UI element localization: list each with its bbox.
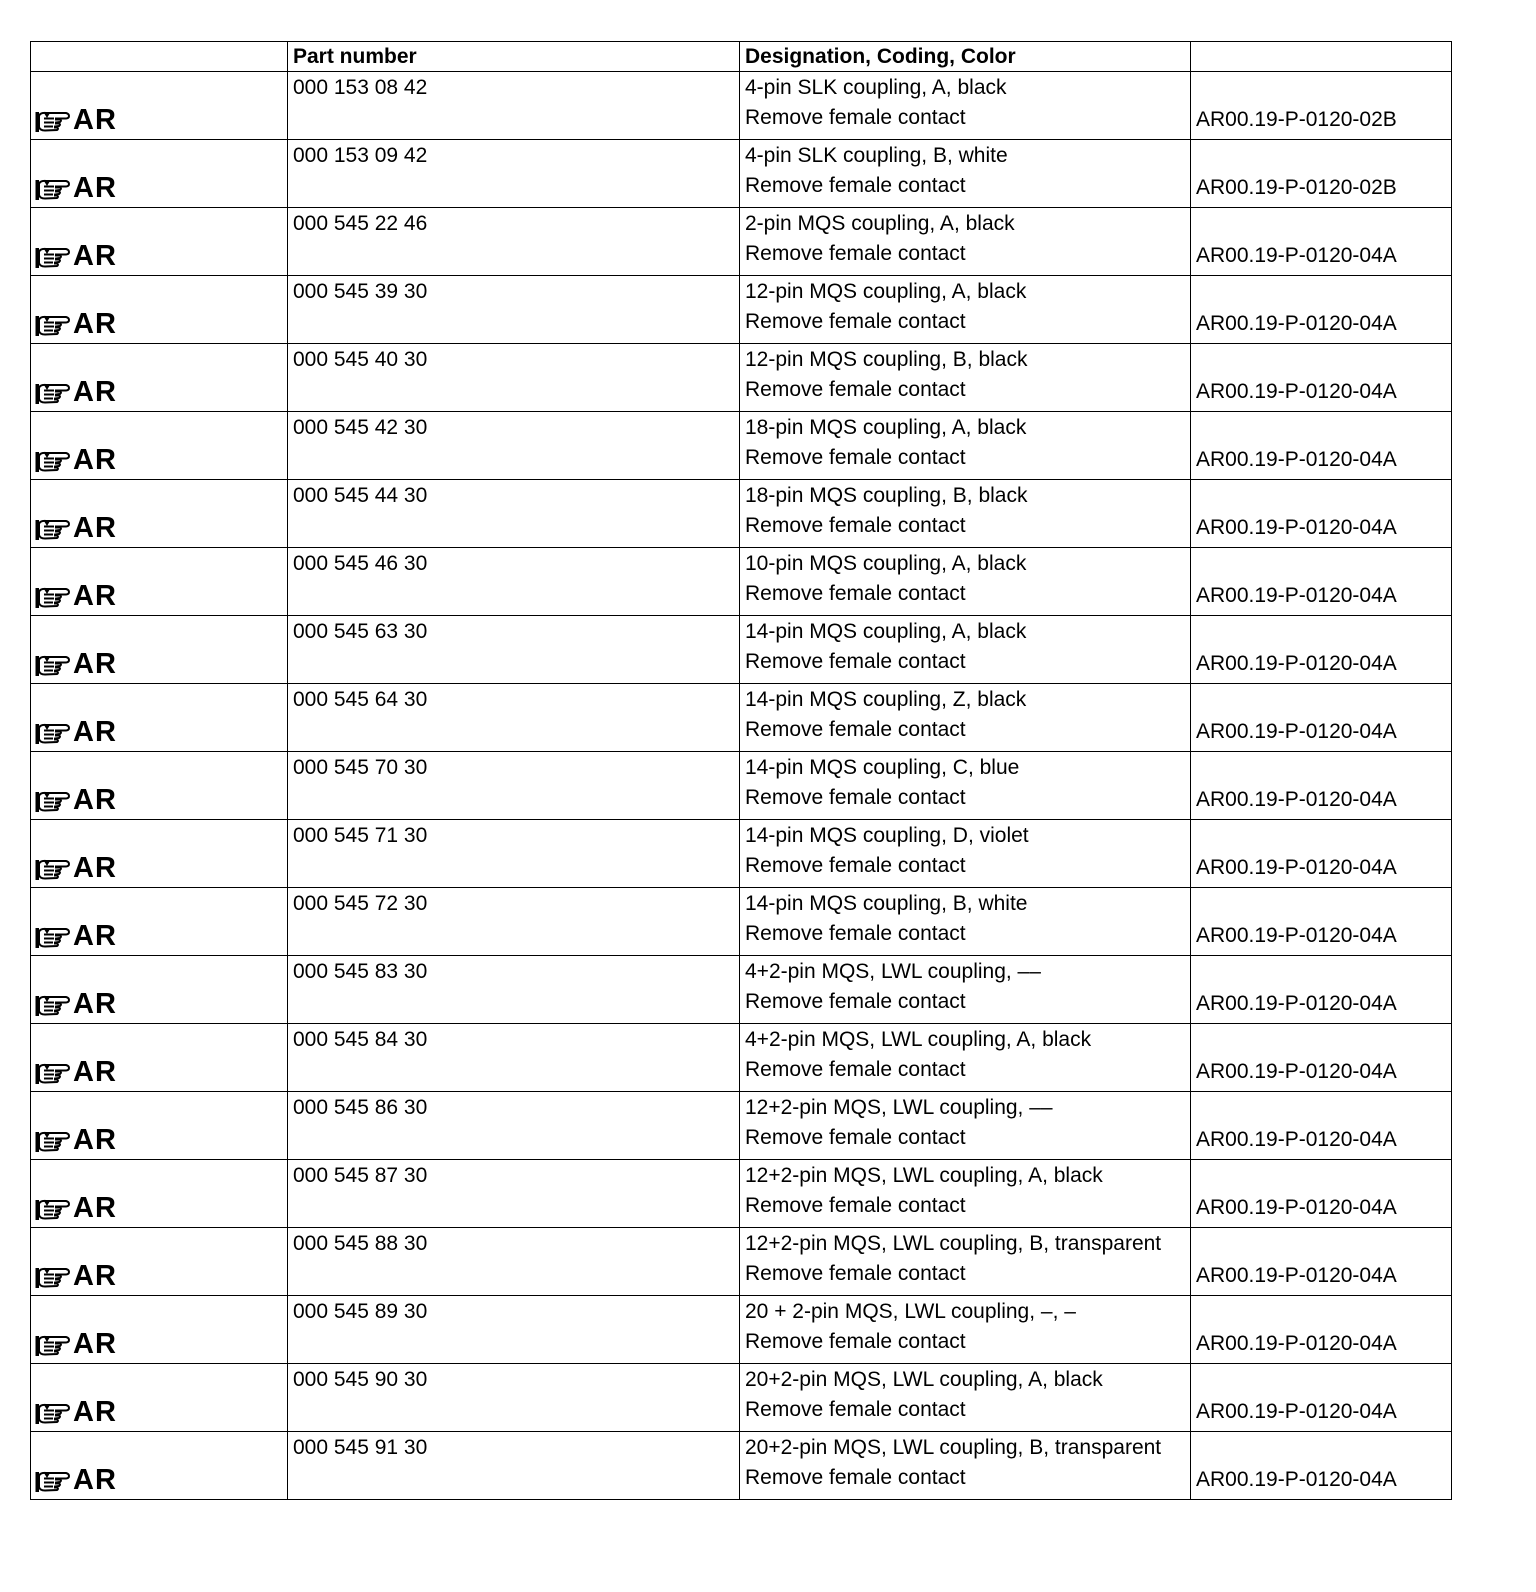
ar-label: AR: [73, 716, 117, 748]
reference-code: AR00.19-P-0120-04A: [1196, 652, 1397, 675]
designation-cell: [740, 480, 1191, 548]
designation-text: 12+2-pin MQS, LWL coupling, A, black: [745, 1164, 1103, 1187]
designation-text: 4-pin SLK coupling, A, black: [745, 76, 1007, 99]
reference-code: AR00.19-P-0120-04A: [1196, 1468, 1397, 1491]
designation-text: 20+2-pin MQS, LWL coupling, A, black: [745, 1368, 1103, 1391]
ar-cell: [31, 1024, 288, 1092]
pointing-hand-icon: [35, 177, 71, 203]
part-number: 000 545 44 30: [293, 484, 428, 507]
reference-code: AR00.19-P-0120-04A: [1196, 1400, 1397, 1423]
table-row: [31, 1160, 1452, 1228]
designation-text: 14-pin MQS coupling, Z, black: [745, 688, 1027, 711]
ar-cell: [31, 208, 288, 276]
reference-code: AR00.19-P-0120-04A: [1196, 924, 1397, 947]
designation-text: 14-pin MQS coupling, A, black: [745, 620, 1027, 643]
part-number: 000 545 63 30: [293, 620, 428, 643]
ar-label: AR: [73, 580, 117, 612]
reference-code: AR00.19-P-0120-04A: [1196, 380, 1397, 403]
ar-cell: [31, 1092, 288, 1160]
ar-cell: [31, 72, 288, 140]
ar-link[interactable]: [35, 717, 117, 747]
part-number-cell: [288, 1160, 740, 1228]
pointing-hand-icon: [35, 653, 71, 679]
designation-cell: [740, 684, 1191, 752]
designation-text: 4-pin SLK coupling, B, white: [745, 144, 1008, 167]
part-number-cell: [288, 956, 740, 1024]
table-row: [31, 820, 1452, 888]
designation-cell: [740, 1228, 1191, 1296]
designation-cell: [740, 820, 1191, 888]
ar-label: AR: [73, 648, 117, 680]
designation-text: 14-pin MQS coupling, B, white: [745, 892, 1028, 915]
ar-cell: [31, 344, 288, 412]
pointing-hand-icon: [35, 925, 71, 951]
designation-text: 12-pin MQS coupling, B, black: [745, 348, 1028, 371]
designation-cell: [740, 548, 1191, 616]
reference-cell: [1191, 752, 1452, 820]
part-number-cell: [288, 72, 740, 140]
part-number: 000 545 90 30: [293, 1368, 428, 1391]
part-number: 000 545 42 30: [293, 416, 428, 439]
designation-cell: [740, 72, 1191, 140]
designation-cell: [740, 1296, 1191, 1364]
ar-link[interactable]: [35, 921, 117, 951]
part-number-cell: [288, 412, 740, 480]
designation-text: 18-pin MQS coupling, A, black: [745, 416, 1027, 439]
ar-cell: [31, 276, 288, 344]
ar-label: AR: [73, 240, 117, 272]
ar-cell: [31, 412, 288, 480]
ar-label: AR: [73, 1192, 117, 1224]
part-number-cell: [288, 888, 740, 956]
pointing-hand-icon: [35, 1129, 71, 1155]
part-number: 000 545 91 30: [293, 1436, 428, 1459]
header-part-number: Part number: [288, 42, 740, 72]
action-text: Remove female contact: [745, 1262, 966, 1285]
part-number-cell: [288, 548, 740, 616]
ar-label: AR: [73, 1464, 117, 1496]
ar-label: AR: [73, 920, 117, 952]
pointing-hand-icon: [35, 313, 71, 339]
reference-code: AR00.19-P-0120-04A: [1196, 1128, 1397, 1151]
reference-code: AR00.19-P-0120-04A: [1196, 1264, 1397, 1287]
reference-cell: [1191, 1296, 1452, 1364]
ar-label: AR: [73, 1396, 117, 1428]
part-number-cell: [288, 1092, 740, 1160]
action-text: Remove female contact: [745, 718, 966, 741]
part-number-cell: [288, 616, 740, 684]
ar-link[interactable]: [35, 377, 117, 407]
pointing-hand-icon: [35, 857, 71, 883]
pointing-hand-icon: [35, 381, 71, 407]
part-number: 000 545 89 30: [293, 1300, 428, 1323]
ar-label: AR: [73, 172, 117, 204]
ar-label: AR: [73, 1260, 117, 1292]
designation-cell: [740, 344, 1191, 412]
table-row: [31, 1228, 1452, 1296]
designation-text: 4+2-pin MQS, LWL coupling, ––: [745, 960, 1041, 983]
ar-link[interactable]: [35, 1397, 117, 1427]
designation-cell: [740, 1432, 1191, 1500]
part-number-cell: [288, 140, 740, 208]
reference-code: AR00.19-P-0120-04A: [1196, 720, 1397, 743]
ar-label: AR: [73, 376, 117, 408]
ar-link[interactable]: [35, 1125, 117, 1155]
ar-link[interactable]: [35, 785, 117, 815]
pointing-hand-icon: [35, 109, 71, 135]
action-text: Remove female contact: [745, 378, 966, 401]
table-row: [31, 208, 1452, 276]
ar-label: AR: [73, 988, 117, 1020]
action-text: Remove female contact: [745, 1466, 966, 1489]
designation-text: 14-pin MQS coupling, D, violet: [745, 824, 1029, 847]
reference-cell: [1191, 412, 1452, 480]
header-reference-cell: [1191, 42, 1452, 72]
action-text: Remove female contact: [745, 1330, 966, 1353]
ar-cell: [31, 1432, 288, 1500]
ar-cell: [31, 480, 288, 548]
pointing-hand-icon: [35, 1197, 71, 1223]
reference-code: AR00.19-P-0120-04A: [1196, 584, 1397, 607]
part-number-cell: [288, 1432, 740, 1500]
designation-text: 10-pin MQS coupling, A, black: [745, 552, 1027, 575]
ar-cell: [31, 548, 288, 616]
ar-cell: [31, 1364, 288, 1432]
ar-label: AR: [73, 512, 117, 544]
action-text: Remove female contact: [745, 1194, 966, 1217]
part-number: 000 545 87 30: [293, 1164, 428, 1187]
designation-cell: [740, 956, 1191, 1024]
reference-cell: [1191, 480, 1452, 548]
reference-code: AR00.19-P-0120-04A: [1196, 516, 1397, 539]
action-text: Remove female contact: [745, 1058, 966, 1081]
pointing-hand-icon: [35, 1265, 71, 1291]
part-number: 000 545 22 46: [293, 212, 428, 235]
ar-label: AR: [73, 104, 117, 136]
action-text: Remove female contact: [745, 310, 966, 333]
table-row: [31, 276, 1452, 344]
part-number-cell: [288, 1296, 740, 1364]
reference-cell: [1191, 888, 1452, 956]
part-number-cell: [288, 684, 740, 752]
reference-code: AR00.19-P-0120-04A: [1196, 788, 1397, 811]
ar-label: AR: [73, 308, 117, 340]
reference-cell: [1191, 548, 1452, 616]
action-text: Remove female contact: [745, 106, 966, 129]
designation-text: 14-pin MQS coupling, C, blue: [745, 756, 1020, 779]
part-number: 000 153 09 42: [293, 144, 428, 167]
part-number: 000 153 08 42: [293, 76, 428, 99]
ar-link[interactable]: [35, 105, 117, 135]
reference-code: AR00.19-P-0120-02B: [1196, 176, 1397, 199]
designation-cell: [740, 140, 1191, 208]
reference-code: AR00.19-P-0120-04A: [1196, 992, 1397, 1015]
table-row: [31, 344, 1452, 412]
ar-cell: [31, 888, 288, 956]
table-row: [31, 684, 1452, 752]
reference-code: AR00.19-P-0120-04A: [1196, 856, 1397, 879]
ar-cell: [31, 684, 288, 752]
pointing-hand-icon: [35, 1469, 71, 1495]
reference-cell: [1191, 684, 1452, 752]
part-number: 000 545 64 30: [293, 688, 428, 711]
pointing-hand-icon: [35, 517, 71, 543]
reference-cell: [1191, 820, 1452, 888]
reference-code: AR00.19-P-0120-04A: [1196, 312, 1397, 335]
parts-table: [30, 41, 1452, 1500]
pointing-hand-icon: [35, 585, 71, 611]
part-number-cell: [288, 344, 740, 412]
pointing-hand-icon: [35, 1333, 71, 1359]
ar-link[interactable]: [35, 241, 117, 271]
action-text: Remove female contact: [745, 1126, 966, 1149]
ar-cell: [31, 140, 288, 208]
ar-link[interactable]: [35, 853, 117, 883]
action-text: Remove female contact: [745, 242, 966, 265]
ar-link[interactable]: [35, 173, 117, 203]
reference-cell: [1191, 1432, 1452, 1500]
table-header-row: [31, 42, 1452, 72]
ar-cell: [31, 616, 288, 684]
table-row: [31, 1432, 1452, 1500]
action-text: Remove female contact: [745, 922, 966, 945]
table-row: [31, 1092, 1452, 1160]
part-number: 000 545 83 30: [293, 960, 428, 983]
designation-cell: [740, 888, 1191, 956]
pointing-hand-icon: [35, 993, 71, 1019]
table-row: [31, 548, 1452, 616]
ar-cell: [31, 1228, 288, 1296]
part-number: 000 545 84 30: [293, 1028, 428, 1051]
designation-cell: [740, 1024, 1191, 1092]
designation-cell: [740, 276, 1191, 344]
pointing-hand-icon: [35, 721, 71, 747]
ar-link[interactable]: [35, 989, 117, 1019]
header-designation: Designation, Coding, Color: [740, 42, 1191, 72]
part-number-cell: [288, 480, 740, 548]
reference-cell: [1191, 1024, 1452, 1092]
designation-text: 12+2-pin MQS, LWL coupling, B, transparent: [745, 1232, 1162, 1255]
ar-link[interactable]: [35, 309, 117, 339]
reference-cell: [1191, 1364, 1452, 1432]
table-row: [31, 140, 1452, 208]
ar-label: AR: [73, 1124, 117, 1156]
reference-code: AR00.19-P-0120-04A: [1196, 244, 1397, 267]
pointing-hand-icon: [35, 789, 71, 815]
reference-code: AR00.19-P-0120-04A: [1196, 1196, 1397, 1219]
ar-label: AR: [73, 444, 117, 476]
action-text: Remove female contact: [745, 1398, 966, 1421]
part-number: 000 545 86 30: [293, 1096, 428, 1119]
ar-cell: [31, 820, 288, 888]
ar-link[interactable]: [35, 649, 117, 679]
table-row: [31, 956, 1452, 1024]
reference-cell: [1191, 956, 1452, 1024]
reference-cell: [1191, 616, 1452, 684]
part-number-cell: [288, 276, 740, 344]
action-text: Remove female contact: [745, 786, 966, 809]
action-text: Remove female contact: [745, 990, 966, 1013]
table-row: [31, 1364, 1452, 1432]
designation-text: 20+2-pin MQS, LWL coupling, B, transparent: [745, 1436, 1162, 1459]
ar-label: AR: [73, 1328, 117, 1360]
ar-link[interactable]: [35, 1057, 117, 1087]
designation-cell: [740, 1160, 1191, 1228]
ar-cell: [31, 752, 288, 820]
parts-table-body: [31, 42, 1452, 1500]
part-number: 000 545 40 30: [293, 348, 428, 371]
ar-link[interactable]: [35, 1329, 117, 1359]
part-number-cell: [288, 1024, 740, 1092]
reference-code: AR00.19-P-0120-04A: [1196, 448, 1397, 471]
reference-cell: [1191, 276, 1452, 344]
designation-cell: [740, 208, 1191, 276]
reference-cell: [1191, 344, 1452, 412]
pointing-hand-icon: [35, 1401, 71, 1427]
reference-cell: [1191, 208, 1452, 276]
table-row: [31, 1024, 1452, 1092]
table-row: [31, 888, 1452, 956]
part-number-cell: [288, 752, 740, 820]
action-text: Remove female contact: [745, 854, 966, 877]
pointing-hand-icon: [35, 1061, 71, 1087]
ar-link[interactable]: [35, 1193, 117, 1223]
action-text: Remove female contact: [745, 514, 966, 537]
reference-code: AR00.19-P-0120-04A: [1196, 1060, 1397, 1083]
reference-cell: [1191, 72, 1452, 140]
reference-code: AR00.19-P-0120-02B: [1196, 108, 1397, 131]
part-number: 000 545 72 30: [293, 892, 428, 915]
table-row: [31, 72, 1452, 140]
designation-text: 4+2-pin MQS, LWL coupling, A, black: [745, 1028, 1092, 1051]
part-number-cell: [288, 1228, 740, 1296]
action-text: Remove female contact: [745, 174, 966, 197]
designation-cell: [740, 1092, 1191, 1160]
designation-cell: [740, 752, 1191, 820]
ar-cell: [31, 1160, 288, 1228]
table-row: [31, 616, 1452, 684]
ar-link[interactable]: [35, 1465, 117, 1495]
ar-label: AR: [73, 784, 117, 816]
ar-cell: [31, 1296, 288, 1364]
action-text: Remove female contact: [745, 446, 966, 469]
table-row: [31, 412, 1452, 480]
part-number: 000 545 88 30: [293, 1232, 428, 1255]
action-text: Remove female contact: [745, 650, 966, 673]
designation-text: 12+2-pin MQS, LWL coupling, ––: [745, 1096, 1053, 1119]
designation-text: 18-pin MQS coupling, B, black: [745, 484, 1028, 507]
table-row: [31, 480, 1452, 548]
ar-label: AR: [73, 852, 117, 884]
ar-link[interactable]: [35, 581, 117, 611]
table-row: [31, 752, 1452, 820]
designation-cell: [740, 1364, 1191, 1432]
reference-code: AR00.19-P-0120-04A: [1196, 1332, 1397, 1355]
ar-link[interactable]: [35, 445, 117, 475]
part-number: 000 545 46 30: [293, 552, 428, 575]
designation-text: 2-pin MQS coupling, A, black: [745, 212, 1015, 235]
pointing-hand-icon: [35, 245, 71, 271]
part-number: 000 545 70 30: [293, 756, 428, 779]
header-empty-cell: [31, 42, 288, 72]
part-number-cell: [288, 820, 740, 888]
part-number: 000 545 39 30: [293, 280, 428, 303]
designation-text: 20 + 2-pin MQS, LWL coupling, –, –: [745, 1300, 1076, 1323]
part-number-cell: [288, 208, 740, 276]
ar-link[interactable]: [35, 1261, 117, 1291]
pointing-hand-icon: [35, 449, 71, 475]
action-text: Remove female contact: [745, 582, 966, 605]
ar-cell: [31, 956, 288, 1024]
designation-cell: [740, 412, 1191, 480]
table-row: [31, 1296, 1452, 1364]
reference-cell: [1191, 1160, 1452, 1228]
designation-text: 12-pin MQS coupling, A, black: [745, 280, 1027, 303]
part-number-cell: [288, 1364, 740, 1432]
ar-label: AR: [73, 1056, 117, 1088]
reference-cell: [1191, 140, 1452, 208]
reference-cell: [1191, 1228, 1452, 1296]
part-number: 000 545 71 30: [293, 824, 428, 847]
ar-link[interactable]: [35, 513, 117, 543]
designation-cell: [740, 616, 1191, 684]
reference-cell: [1191, 1092, 1452, 1160]
